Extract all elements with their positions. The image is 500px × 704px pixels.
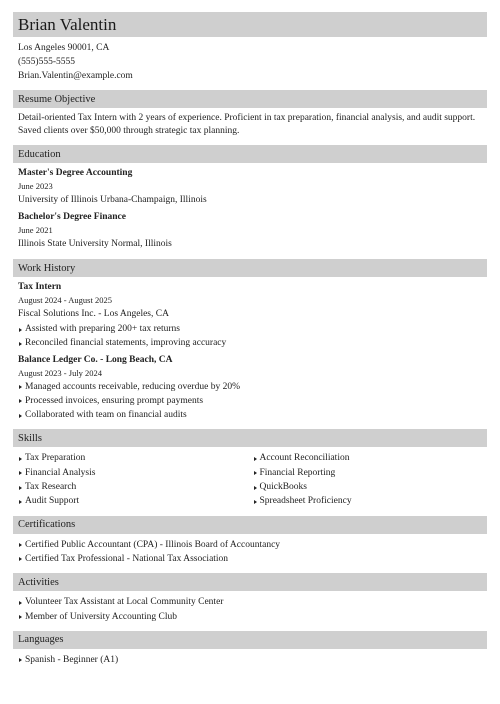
job-bullet: Managed accounts receivable, reducing overdue by 20% (18, 380, 487, 394)
certification-item: Certified Tax Professional - National Tax Association (18, 552, 487, 566)
activity-item: Volunteer Tax Assistant at Local Community Center (18, 595, 487, 609)
skill-item: Tax Research (18, 480, 253, 494)
skill-item: Financial Reporting (253, 466, 488, 480)
contact-email: Brian.Valentin@example.com (18, 71, 133, 81)
job-bullet: Processed invoices, ensuring prompt payments (18, 394, 487, 408)
job-bullet: Assisted with preparing 200+ tax returns (18, 322, 487, 336)
job-entry (18, 354, 487, 423)
objective-text: Detail-oriented Tax Intern with 2 years of experience. Proficient in tax preparation, financial analysis, and audit support. Saved clients over $50,000 through strategic tax planning. (18, 113, 476, 136)
school-name: University of Illinois Urbana-Champaign, Illinois (18, 195, 207, 205)
section-heading-work-history: Work History (13, 259, 487, 277)
degree-date: June 2021 (18, 225, 53, 235)
section-heading-skills: Skills (13, 429, 487, 447)
work-history-list (13, 281, 487, 422)
section-heading-activities: Activities (13, 573, 487, 591)
certifications-list (13, 538, 487, 567)
skill-item: Spreadsheet Proficiency (253, 494, 488, 508)
activities-list (13, 595, 487, 624)
name-header (13, 12, 487, 37)
contact-phone: (555)555-5555 (18, 57, 75, 67)
school-name: Illinois State University Normal, Illinois (18, 239, 172, 249)
certification-item: Certified Public Accountant (CPA) - Illinois Board of Accountancy (18, 538, 487, 552)
degree-date: June 2023 (18, 181, 53, 191)
job-entry (18, 281, 487, 351)
job-company: Fiscal Solutions Inc. - Los Angeles, CA (18, 309, 169, 319)
education-list (13, 167, 487, 252)
skills-list (13, 451, 487, 508)
education-entry (18, 211, 487, 252)
contact-info (13, 41, 487, 83)
skill-item: Tax Preparation (18, 451, 253, 465)
section-heading-objective: Resume Objective (13, 90, 487, 108)
skill-item: QuickBooks (253, 480, 488, 494)
job-title: Tax Intern (18, 282, 62, 292)
job-bullets (18, 322, 487, 351)
job-bullet: Reconciled financial statements, improving accuracy (18, 336, 487, 350)
job-title: Balance Ledger Co. - Long Beach, CA (18, 354, 173, 365)
skills-column-right (253, 451, 488, 508)
job-date: August 2024 - August 2025 (18, 295, 112, 305)
section-heading-languages: Languages (13, 631, 487, 649)
skill-item: Account Reconciliation (253, 451, 488, 465)
degree-title: Master's Degree Accounting (18, 168, 133, 178)
section-heading-education: Education (13, 145, 487, 163)
language-item: Spanish - Beginner (A1) (18, 653, 487, 667)
skill-item: Financial Analysis (18, 466, 253, 480)
candidate-name: Brian Valentin (18, 14, 117, 34)
education-entry (18, 167, 487, 208)
job-bullet: Collaborated with team on financial audits (18, 408, 487, 422)
languages-list (13, 653, 487, 667)
skill-item: Audit Support (18, 494, 253, 508)
section-heading-certifications: Certifications (13, 516, 487, 534)
job-bullets (18, 380, 487, 423)
activity-item: Member of University Accounting Club (18, 610, 487, 624)
skills-column-left (18, 451, 253, 508)
contact-address: Los Angeles 90001, CA (18, 43, 110, 53)
degree-title: Bachelor's Degree Finance (18, 212, 126, 222)
job-date: August 2023 - July 2024 (18, 367, 103, 378)
